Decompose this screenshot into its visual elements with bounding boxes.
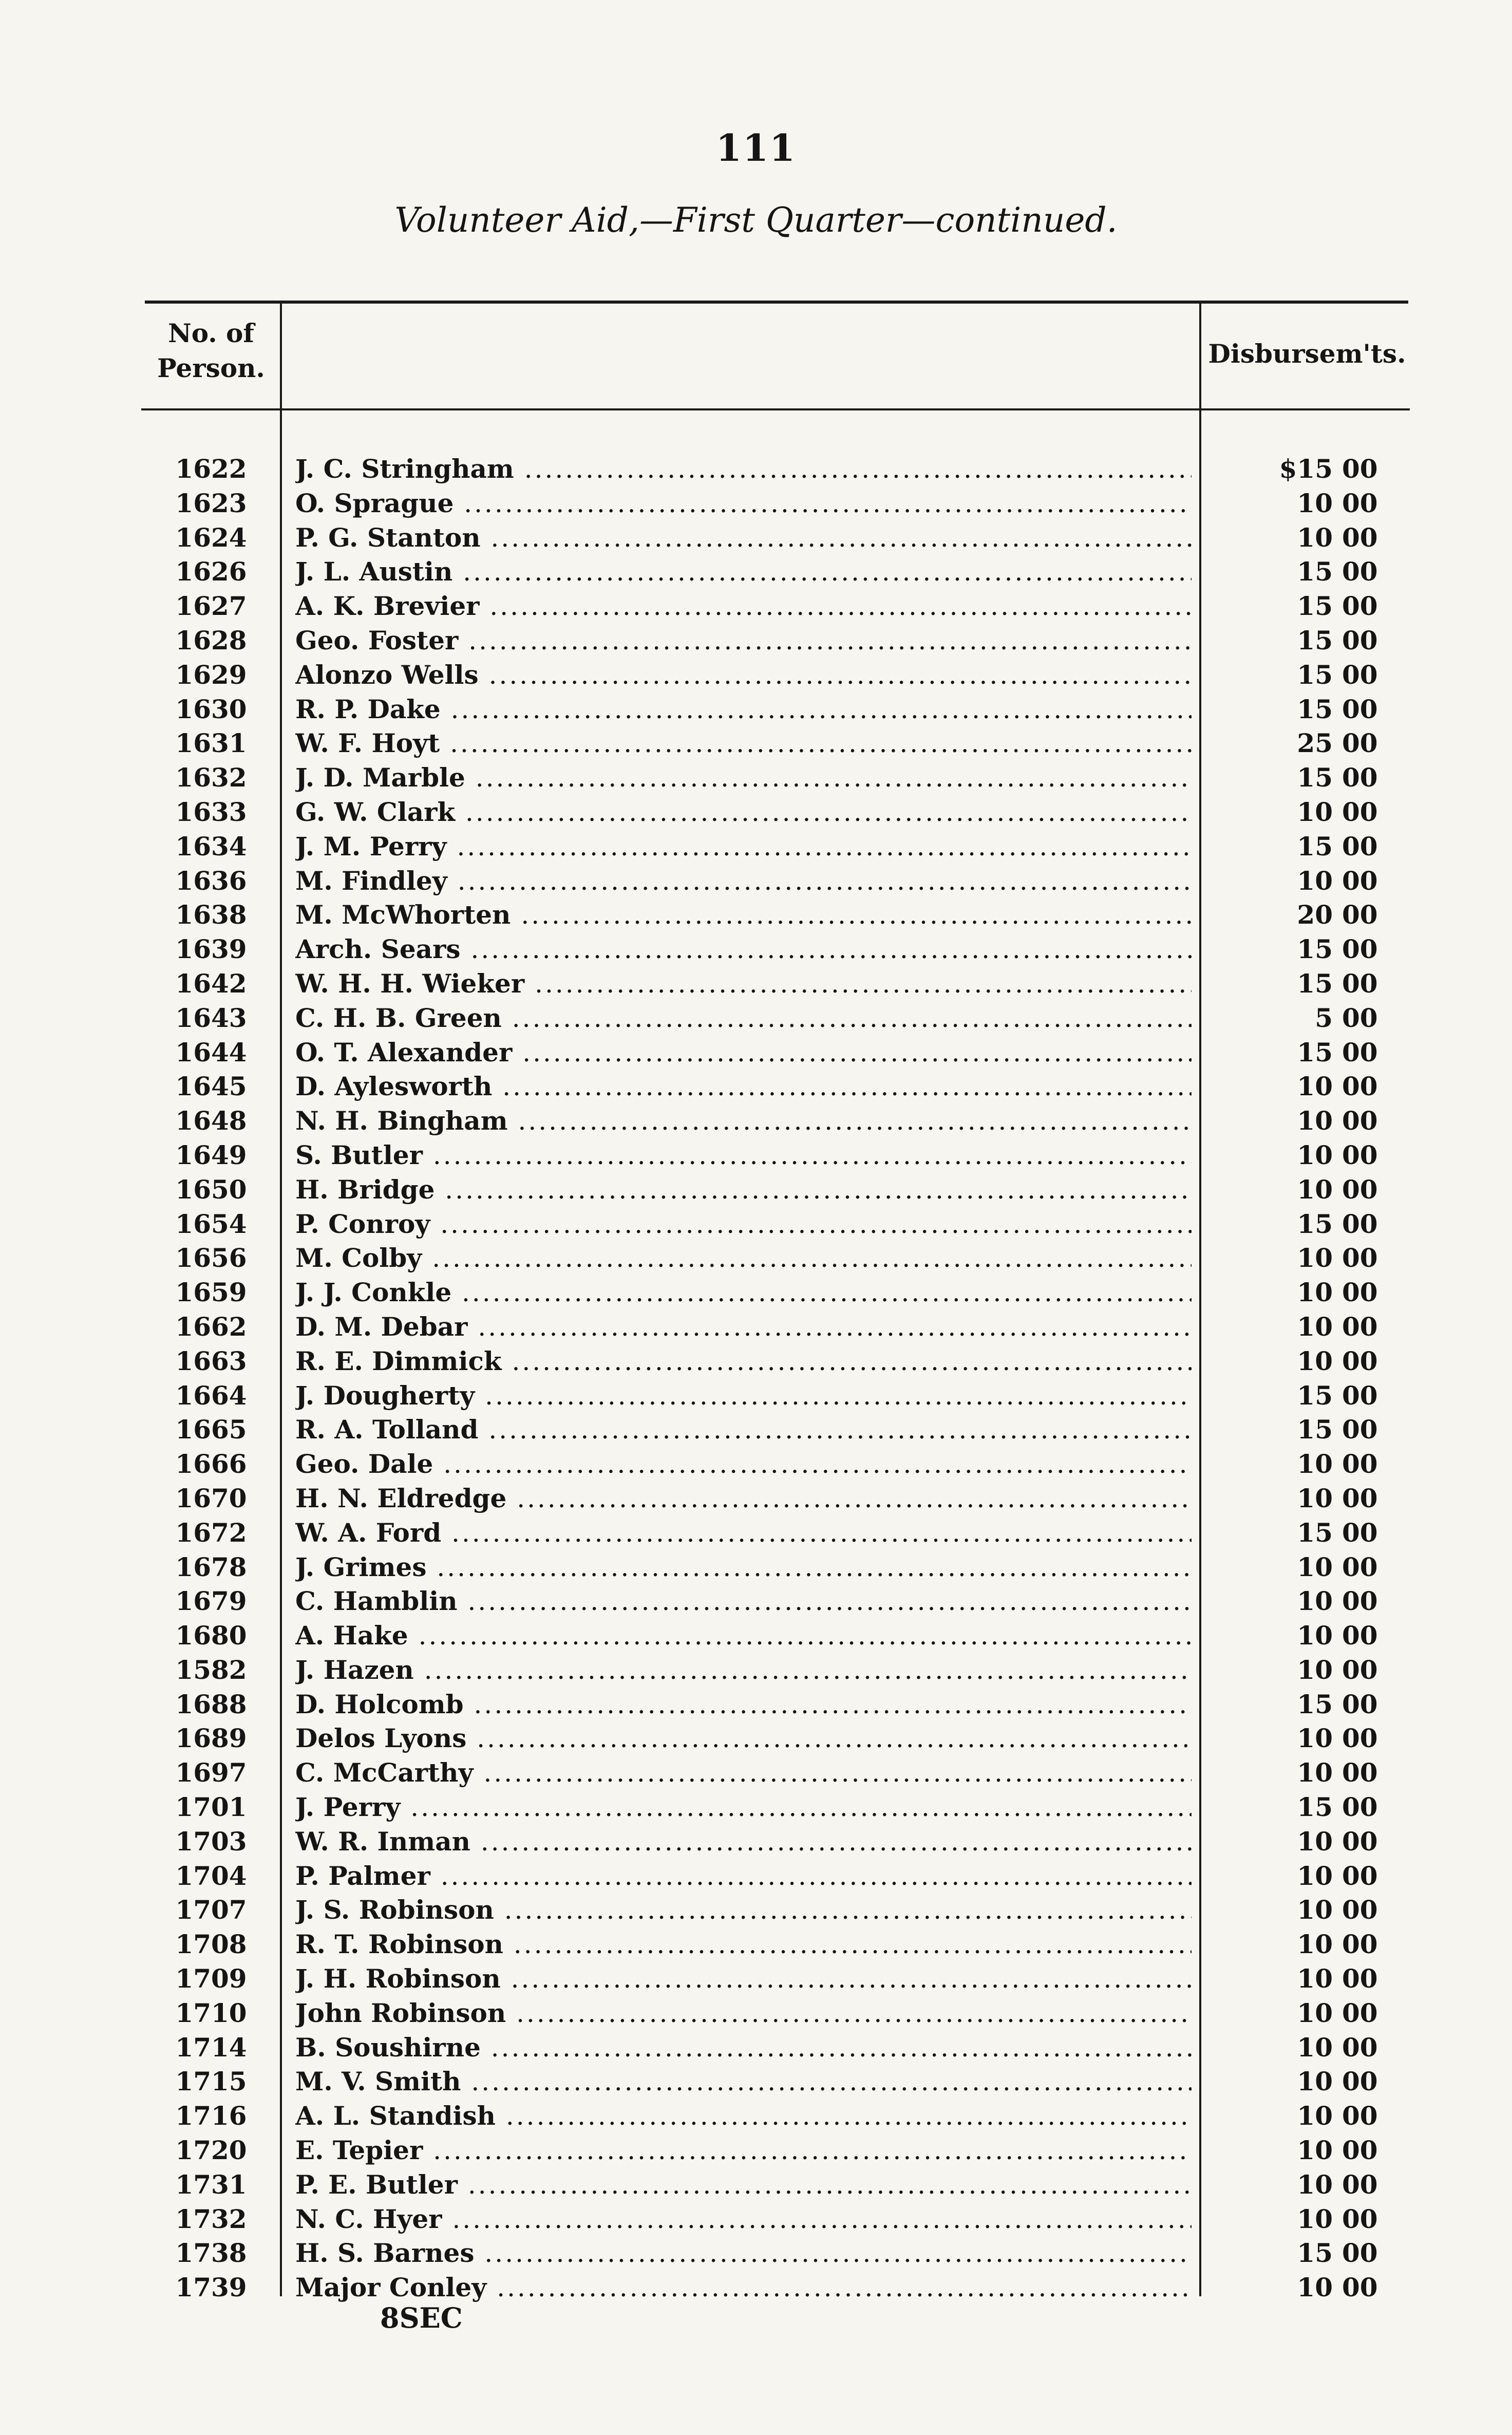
amount-cents: 00: [1342, 1620, 1378, 1651]
amount-dollars: 15: [1297, 1689, 1333, 1719]
amount-dollars: 10: [1297, 2135, 1333, 2166]
amount-dollars: 10: [1297, 796, 1333, 827]
table-row: [0, 1070, 1512, 1104]
amount-cents: 00: [1342, 796, 1378, 827]
amount-cents: 00: [1342, 1311, 1378, 1342]
table-row: [0, 624, 1512, 658]
person-name: H. Bridge .....: [295, 1173, 1192, 1207]
amount-cents: 00: [1342, 1860, 1378, 1891]
person-number: 1738: [175, 2238, 247, 2269]
amount-cents: 00: [1342, 2101, 1378, 2131]
person-number: 1709: [175, 1963, 247, 1994]
table-row: [0, 898, 1512, 932]
table-row: [0, 1379, 1512, 1413]
person-name: D. M. Debar .....: [295, 1310, 1192, 1344]
person-number: 1715: [175, 2066, 247, 2097]
amount-cents: 00: [1342, 1929, 1378, 1960]
person-number: 1732: [175, 2203, 247, 2234]
person-name: J. J. Conkle .....: [295, 1276, 1192, 1310]
table-row: [0, 1721, 1512, 1756]
person-name: A. Hake .....: [295, 1619, 1192, 1653]
amount-cents: 00: [1342, 2238, 1378, 2269]
person-name: J. Dougherty .....: [295, 1379, 1192, 1413]
table-row: [0, 864, 1512, 898]
amount-cents: 00: [1342, 2203, 1378, 2234]
person-name: Major Conley .....: [295, 2271, 1192, 2305]
amount-cents: 00: [1342, 454, 1378, 484]
person-name: W. F. Hoyt .....: [295, 726, 1192, 761]
person-name: M. V. Smith .....: [295, 2065, 1192, 2099]
table-row: [0, 1790, 1512, 1825]
person-number: 1664: [175, 1380, 247, 1411]
amount-dollars: 15: [1297, 1414, 1333, 1445]
amount-dollars: 10: [1297, 1620, 1333, 1651]
amount-cents: 00: [1342, 1174, 1378, 1205]
person-name: J. M. Perry .....: [295, 830, 1192, 864]
table-row: [0, 1859, 1512, 1894]
amount-cents: 00: [1342, 1002, 1378, 1033]
person-number: 1644: [175, 1037, 247, 1067]
amount-cents: 00: [1342, 968, 1378, 999]
person-number: 1624: [175, 522, 247, 553]
amount-dollars: 15: [1297, 968, 1333, 999]
amount-cents: 00: [1342, 556, 1378, 587]
amount-dollars: 10: [1297, 1277, 1333, 1308]
person-number: 1703: [175, 1826, 247, 1857]
signature-mark: 8SEC: [380, 2301, 463, 2334]
amount-cents: 00: [1342, 522, 1378, 553]
amount-dollars: 10: [1297, 1826, 1333, 1857]
amount-cents: 00: [1342, 625, 1378, 655]
table-row: [0, 1756, 1512, 1790]
amount-cents: 00: [1342, 1551, 1378, 1582]
amount-cents: 00: [1342, 1139, 1378, 1170]
amount-cents: 00: [1342, 1449, 1378, 1479]
amount-dollars: 15: [1297, 1208, 1333, 1239]
amount-dollars: 10: [1297, 1139, 1333, 1170]
table-row: [0, 1653, 1512, 1688]
amount-cents: 00: [1342, 1380, 1378, 1411]
person-name: R. A. Tolland .....: [295, 1413, 1192, 1447]
table-row: [0, 726, 1512, 761]
table-row: [0, 1962, 1512, 1996]
amount-cents: 00: [1342, 591, 1378, 622]
amount-cents: 00: [1342, 1689, 1378, 1719]
table-row: [0, 658, 1512, 692]
amount-dollars: 10: [1297, 1757, 1333, 1788]
person-number: 1623: [175, 488, 247, 518]
person-name: O. Sprague .....: [295, 486, 1192, 521]
person-number: 1707: [175, 1895, 247, 1925]
amount-cents: 00: [1342, 1483, 1378, 1513]
amount-dollars: 15: [1297, 625, 1333, 655]
person-number: 1666: [175, 1449, 247, 1479]
person-name: E. Tepier .....: [295, 2133, 1192, 2168]
person-number: 1720: [175, 2135, 247, 2166]
amount-cents: 00: [1342, 1826, 1378, 1857]
amount-dollars: 10: [1297, 1929, 1333, 1960]
table-row: [0, 1447, 1512, 1482]
table-row: [0, 521, 1512, 555]
amount-dollars: 10: [1297, 1483, 1333, 1513]
person-number: 1645: [175, 1071, 247, 1102]
amount-cents: 00: [1342, 2032, 1378, 2063]
amount-cents: 00: [1342, 1792, 1378, 1823]
amount-cents: 00: [1342, 1243, 1378, 1273]
amount-dollars: 10: [1297, 1586, 1333, 1617]
table-row: [0, 1276, 1512, 1310]
amount-dollars: 10: [1297, 522, 1333, 553]
person-name: N. C. Hyer .....: [295, 2202, 1192, 2237]
amount-dollars: 15: [1297, 694, 1333, 724]
person-number: 1630: [175, 694, 247, 724]
amount-dollars: 15: [1297, 659, 1333, 690]
person-number: 1716: [175, 2101, 247, 2131]
person-number: 1659: [175, 1277, 247, 1308]
person-name: D. Holcomb .....: [295, 1688, 1192, 1722]
table-row: [0, 1516, 1512, 1550]
person-name: W. H. H. Wieker .....: [295, 967, 1192, 1001]
table-row: [0, 1036, 1512, 1070]
amount-dollars: 15: [1297, 934, 1333, 965]
table-row: [0, 1825, 1512, 1859]
person-name: H. N. Eldredge .....: [295, 1482, 1192, 1516]
table-row: [0, 1996, 1512, 2031]
page-number: 111: [715, 126, 797, 170]
table-row: [0, 555, 1512, 589]
person-number: 1632: [175, 762, 247, 793]
amount-cents: 00: [1342, 1071, 1378, 1102]
table-row: [0, 1241, 1512, 1276]
amount-cents: 00: [1342, 1208, 1378, 1239]
person-name: R. P. Dake .....: [295, 692, 1192, 727]
person-name: R. T. Robinson .....: [295, 1927, 1192, 1962]
person-name: J. L. Austin .....: [295, 555, 1192, 589]
amount-dollars: 10: [1297, 2101, 1333, 2131]
amount-dollars: 25: [1297, 728, 1333, 759]
table-row: [0, 1207, 1512, 1242]
amount-cents: 00: [1342, 659, 1378, 690]
amount-dollars: 15: [1297, 1037, 1333, 1067]
table-row: [0, 2168, 1512, 2202]
table-row: [0, 2202, 1512, 2237]
amount-dollars: 5: [1315, 1002, 1333, 1033]
amount-cents: 00: [1342, 2272, 1378, 2303]
amount-dollars: 10: [1297, 2272, 1333, 2303]
person-number: 1631: [175, 728, 247, 759]
table-row: [0, 1413, 1512, 1447]
running-title: Volunteer Aid,—First Quarter—continued.: [394, 200, 1118, 240]
person-name: Geo. Foster .....: [295, 624, 1192, 658]
person-name: J. Grimes .....: [295, 1550, 1192, 1585]
amount-cents: 00: [1342, 694, 1378, 724]
table-row: [0, 761, 1512, 795]
amount-cents: 00: [1342, 831, 1378, 861]
amount-dollars: 10: [1297, 1551, 1333, 1582]
person-name: N. H. Bingham .....: [295, 1104, 1192, 1138]
person-number: 1663: [175, 1345, 247, 1376]
amount-dollars: 10: [1297, 1311, 1333, 1342]
amount-dollars: 15: [1297, 762, 1333, 793]
person-name: A. K. Brevier .....: [295, 589, 1192, 624]
amount-cents: 00: [1342, 1654, 1378, 1685]
person-number: 1710: [175, 1997, 247, 2028]
person-name: D. Aylesworth .....: [295, 1070, 1192, 1104]
table-row: [0, 1550, 1512, 1585]
amount-dollars: 15: [1297, 556, 1333, 587]
person-name: Geo. Dale .....: [295, 1447, 1192, 1482]
person-number: 1649: [175, 1139, 247, 1170]
amount-cents: 00: [1342, 1345, 1378, 1376]
person-number: 1627: [175, 591, 247, 622]
person-name: M. Findley .....: [295, 864, 1192, 898]
amount-cents: 00: [1342, 1037, 1378, 1067]
amount-dollars: 20: [1297, 900, 1333, 930]
person-name: A. L. Standish .....: [295, 2099, 1192, 2133]
person-number: 1628: [175, 625, 247, 655]
disbursement-table-body: [0, 452, 1512, 2305]
amount-dollars: 10: [1297, 1071, 1333, 1102]
person-name: R. E. Dimmick .....: [295, 1344, 1192, 1379]
person-name: Delos Lyons .....: [295, 1721, 1192, 1756]
person-name: C. McCarthy .....: [295, 1756, 1192, 1790]
person-number: 1656: [175, 1243, 247, 1273]
amount-cents: 00: [1342, 1997, 1378, 2028]
amount-cents: 00: [1342, 1757, 1378, 1788]
table-row: [0, 1310, 1512, 1344]
person-number: 1648: [175, 1106, 247, 1136]
amount-cents: 00: [1342, 865, 1378, 896]
person-number: 1739: [175, 2272, 247, 2303]
table-row: [0, 1584, 1512, 1619]
amount-dollars: 10: [1297, 1997, 1333, 2028]
table-row: [0, 932, 1512, 967]
amount-dollars: $15: [1279, 454, 1333, 484]
person-number: 1650: [175, 1174, 247, 1205]
person-name: P. Palmer .....: [295, 1859, 1192, 1894]
person-name: S. Butler .....: [295, 1138, 1192, 1173]
amount-dollars: 10: [1297, 2032, 1333, 2063]
table-row: [0, 2133, 1512, 2168]
amount-cents: 00: [1342, 1586, 1378, 1617]
person-number: 1638: [175, 900, 247, 930]
amount-dollars: 15: [1297, 1792, 1333, 1823]
table-row: [0, 795, 1512, 830]
person-name: M. McWhorten .....: [295, 898, 1192, 932]
person-number: 1626: [175, 556, 247, 587]
table-row: [0, 452, 1512, 486]
table-row: [0, 2236, 1512, 2271]
amount-dollars: 10: [1297, 1654, 1333, 1685]
table-row: [0, 589, 1512, 624]
person-number: 1697: [175, 1757, 247, 1788]
amount-cents: 00: [1342, 488, 1378, 518]
person-number: 1678: [175, 1551, 247, 1582]
amount-dollars: 15: [1297, 1517, 1333, 1548]
amount-dollars: 10: [1297, 1243, 1333, 1273]
amount-cents: 00: [1342, 2066, 1378, 2097]
person-number: 1701: [175, 1792, 247, 1823]
person-name: W. R. Inman .....: [295, 1825, 1192, 1859]
header-disbursements: Disbursem'ts.: [1208, 339, 1406, 369]
person-name: C. Hamblin .....: [295, 1584, 1192, 1619]
table-row: [0, 830, 1512, 864]
amount-cents: 00: [1342, 934, 1378, 965]
amount-cents: 00: [1342, 1414, 1378, 1445]
amount-cents: 00: [1342, 1963, 1378, 1994]
table-row: [0, 2271, 1512, 2305]
person-name: H. S. Barnes .....: [295, 2236, 1192, 2271]
amount-cents: 00: [1342, 1277, 1378, 1308]
person-number: 1622: [175, 454, 247, 484]
amount-cents: 00: [1342, 1895, 1378, 1925]
table-row: [0, 1893, 1512, 1927]
table-row: [0, 1001, 1512, 1036]
table-row: [0, 1138, 1512, 1173]
amount-dollars: 10: [1297, 1963, 1333, 1994]
person-number: 1634: [175, 831, 247, 861]
table-row: [0, 692, 1512, 727]
person-name: J. S. Robinson .....: [295, 1893, 1192, 1927]
person-name: Alonzo Wells .....: [295, 658, 1192, 692]
table-top-rule: [145, 301, 1408, 304]
header-person-number: No. of Person.: [157, 318, 265, 383]
person-name: B. Soushirne .....: [295, 2031, 1192, 2065]
amount-cents: 00: [1342, 762, 1378, 793]
amount-dollars: 10: [1297, 865, 1333, 896]
table-row: [0, 1344, 1512, 1379]
person-number: 1662: [175, 1311, 247, 1342]
person-name: John Robinson .....: [295, 1996, 1192, 2031]
table-row: [0, 1688, 1512, 1722]
amount-dollars: 10: [1297, 2066, 1333, 2097]
person-name: J. D. Marble .....: [295, 761, 1192, 795]
person-number: 1582: [175, 1654, 247, 1685]
amount-cents: 00: [1342, 1517, 1378, 1548]
amount-dollars: 10: [1297, 488, 1333, 518]
table-header-rule: [141, 408, 1410, 410]
person-number: 1670: [175, 1483, 247, 1513]
person-number: 1708: [175, 1929, 247, 1960]
amount-dollars: 15: [1297, 591, 1333, 622]
person-name: J. H. Robinson .....: [295, 1962, 1192, 1996]
person-number: 1679: [175, 1586, 247, 1617]
amount-cents: 00: [1342, 2169, 1378, 2200]
person-name: M. Colby .....: [295, 1241, 1192, 1276]
table-row: [0, 1927, 1512, 1962]
amount-cents: 00: [1342, 2135, 1378, 2166]
person-name: O. T. Alexander .....: [295, 1036, 1192, 1070]
person-name: J. Perry .....: [295, 1790, 1192, 1825]
amount-dollars: 10: [1297, 1449, 1333, 1479]
amount-dollars: 15: [1297, 1380, 1333, 1411]
table-row: [0, 1173, 1512, 1207]
amount-cents: 00: [1342, 1106, 1378, 1136]
person-number: 1633: [175, 796, 247, 827]
amount-dollars: 10: [1297, 1723, 1333, 1754]
table-row: [0, 2099, 1512, 2133]
person-number: 1643: [175, 1002, 247, 1033]
table-row: [0, 486, 1512, 521]
person-name: P. E. Butler .....: [295, 2168, 1192, 2202]
amount-dollars: 10: [1297, 2169, 1333, 2200]
person-number: 1672: [175, 1517, 247, 1548]
table-row: [0, 1482, 1512, 1516]
person-number: 1731: [175, 2169, 247, 2200]
person-name: J. Hazen .....: [295, 1653, 1192, 1688]
person-name: J. C. Stringham .....: [295, 452, 1192, 486]
amount-cents: 00: [1342, 1723, 1378, 1754]
person-number: 1714: [175, 2032, 247, 2063]
person-number: 1654: [175, 1208, 247, 1239]
person-number: 1680: [175, 1620, 247, 1651]
person-number: 1689: [175, 1723, 247, 1754]
table-row: [0, 1104, 1512, 1138]
person-number: 1636: [175, 865, 247, 896]
amount-dollars: 10: [1297, 1860, 1333, 1891]
person-name: P. G. Stanton .....: [295, 521, 1192, 555]
table-row: [0, 2065, 1512, 2099]
table-row: [0, 2031, 1512, 2065]
person-name: C. H. B. Green .....: [295, 1001, 1192, 1036]
person-number: 1665: [175, 1414, 247, 1445]
amount-dollars: 10: [1297, 2203, 1333, 2234]
amount-dollars: 10: [1297, 1106, 1333, 1136]
amount-dollars: 10: [1297, 1895, 1333, 1925]
amount-dollars: 10: [1297, 1174, 1333, 1205]
table-row: [0, 967, 1512, 1001]
person-name: G. W. Clark .....: [295, 795, 1192, 830]
amount-cents: 00: [1342, 900, 1378, 930]
person-number: 1704: [175, 1860, 247, 1891]
person-number: 1639: [175, 934, 247, 965]
person-number: 1688: [175, 1689, 247, 1719]
person-name: P. Conroy .....: [295, 1207, 1192, 1242]
amount-dollars: 10: [1297, 1345, 1333, 1376]
table-row: [0, 1619, 1512, 1653]
person-number: 1629: [175, 659, 247, 690]
amount-dollars: 15: [1297, 2238, 1333, 2269]
amount-dollars: 15: [1297, 831, 1333, 861]
amount-cents: 00: [1342, 728, 1378, 759]
person-number: 1642: [175, 968, 247, 999]
person-name: Arch. Sears .....: [295, 932, 1192, 967]
person-name: W. A. Ford .....: [295, 1516, 1192, 1550]
